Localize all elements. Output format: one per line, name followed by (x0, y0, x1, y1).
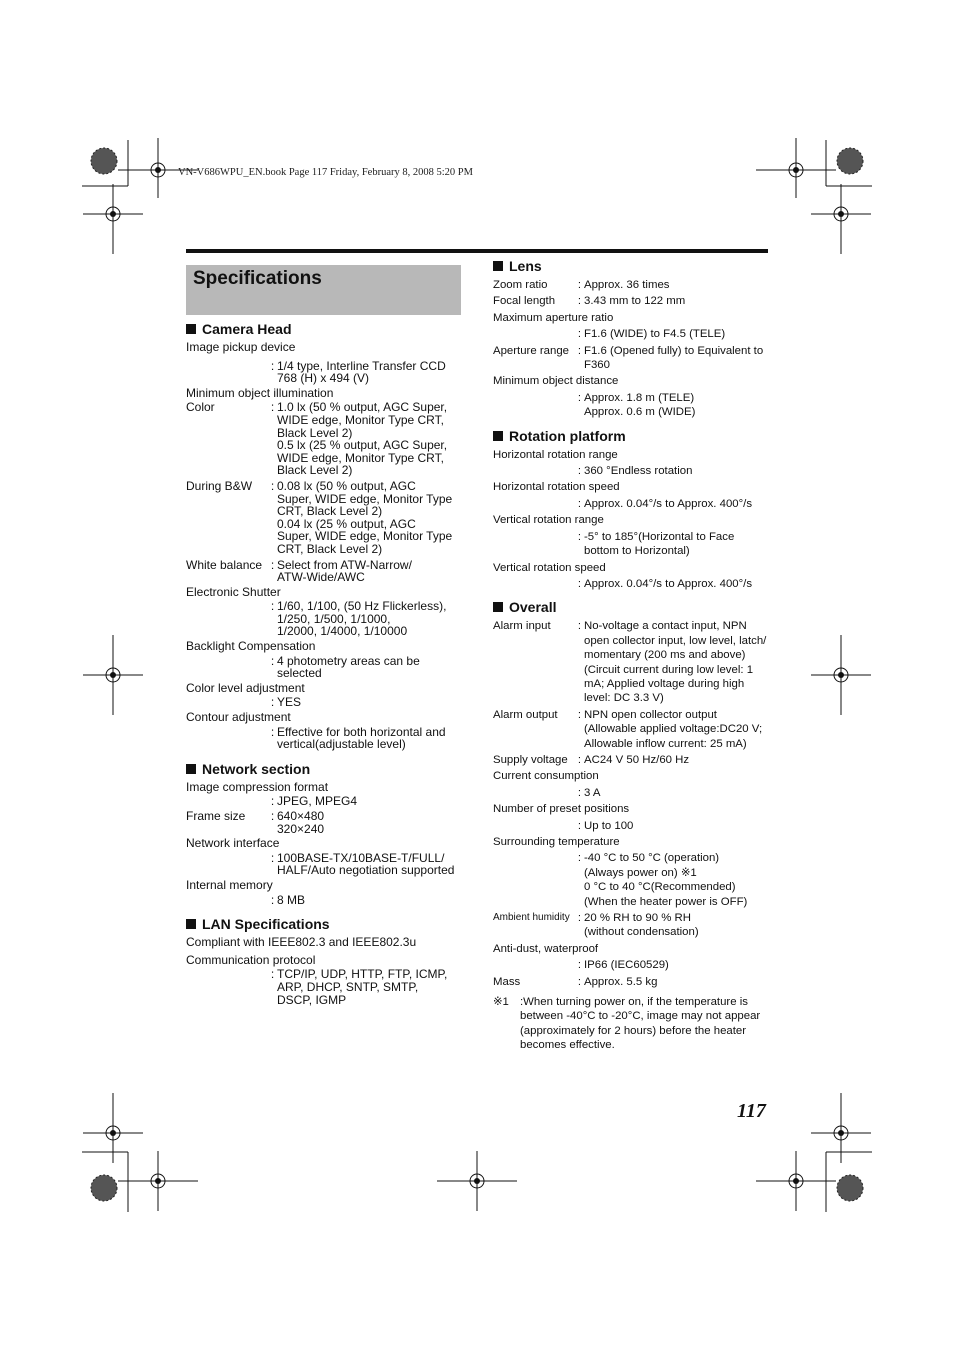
spec-label: Surrounding temperature (493, 836, 620, 848)
spec-row: Ambient humidity : 20 % RH to 90 % RH (without condensation) (493, 912, 699, 939)
spec-row: : Up to 100 (577, 819, 634, 832)
section-lan: LAN Specifications (186, 916, 464, 932)
spec-row: : Effective for both horizontal and vertical(adjustable level) (270, 724, 446, 752)
page-title: Specifications (193, 268, 322, 289)
spec-row: : IP66 (IEC60529) (577, 959, 669, 972)
spec-row: Aperture range : F1.6 (Opened fully) to Equivalent to F360 (493, 344, 764, 372)
spec-row: Focal length : 3.43 mm to 122 mm (493, 295, 686, 308)
section-rotation: Rotation platform (493, 428, 773, 444)
section-network: Network section (186, 761, 464, 777)
spec-label: Minimum object distance (493, 375, 619, 388)
spec-row: Alarm output : NPN open collector output (Allowable applied voltage:DC20 V; Allowable inflow current: 25 mA) (493, 708, 763, 750)
spec-row: Zoom ratio : Approx. 36 times (493, 279, 670, 291)
spec-row: : JPEG, MPEG4 (270, 794, 358, 809)
title-banner (186, 265, 461, 315)
spec-label: Network interface (186, 836, 280, 851)
spec-label: Number of preset positions (493, 803, 630, 816)
spec-label: Compliant with IEEE802.3 and IEEE802.3u (186, 935, 417, 950)
spec-label: Minimum object illumination (186, 385, 334, 400)
section-overall: Overall (493, 599, 773, 615)
spec-row: Alarm input : No-voltage a contact input, NPN open collector input, low level, latch/ momentary (200 ms and above) (Circuit current during low level: 1 mA; Applied voltage during high level: DC 3.3 V) (493, 620, 767, 705)
spec-row: : 3 A (577, 786, 601, 799)
spec-row: : 8 MB (270, 892, 306, 907)
spec-row: : Approx. 1.8 m (TELE) Approx. 0.6 m (WIDE) (577, 391, 696, 419)
spec-label: Anti-dust, waterproof (493, 942, 599, 955)
spec-label: Horizontal rotation range (493, 448, 618, 461)
spec-label: Image compression format (186, 779, 329, 794)
spec-label: Current consumption (493, 770, 599, 783)
spec-label: Horizontal rotation speed (493, 481, 620, 494)
spec-row: : TCP/IP, UDP, HTTP, FTP, ICMP, ARP, DHCP, SNTP, SMTP, DSCP, IGMP (270, 967, 448, 1007)
spec-label: Communication protocol (186, 952, 316, 967)
spec-row: : F1.6 (WIDE) to F4.5 (TELE) (577, 328, 726, 341)
spec-row: : 1/4 type, Interline Transfer CCD 768 (H) x 494 (V) (270, 358, 446, 386)
spec-row: Color : 1.0 lx (50 % output, AGC Super, WIDE edge, Monitor Type CRT, Black Level 2) 0.5 lx (25 % output, AGC Super, WIDE edge, Monitor Type CRT, Black Level 2) (186, 400, 448, 478)
spec-row: Frame size : 640×480 320×240 (186, 809, 325, 836)
spec-label: Vertical rotation speed (493, 561, 606, 574)
spec-row: : 100BASE-TX/10BASE-T/FULL/ HALF/Auto negotiation supported (270, 850, 455, 878)
spec-row: Mass : Approx. 5.5 kg (493, 975, 658, 988)
spec-row: : Approx. 0.04°/s to Approx. 400°/s (577, 497, 753, 510)
spec-row: : -5° to 185°(Horizontal to Face bottom to Horizontal) (577, 530, 735, 558)
spec-row: During B&W : 0.08 lx (50 % output, AGC Super, WIDE edge, Monitor Type CRT, Black Level 2) 0.04 lx (25 % output, AGC Super, WIDE edge, Monitor Type CRT, Black Level 2) (186, 478, 453, 556)
spec-label: Color level adjustment (186, 680, 305, 695)
section-lens: Lens (493, 258, 773, 274)
spec-row: : Approx. 0.04°/s to Approx. 400°/s (577, 577, 753, 590)
spec-label: Internal memory (186, 877, 273, 892)
spec-row: : 360 °Endless rotation (577, 465, 693, 478)
spec-row: White balance : Select from ATW-Narrow/ ATW-Wide/AWC (186, 557, 412, 585)
page-number: 117 (737, 1100, 766, 1122)
spec-row: : 4 photometry areas can be selected (270, 653, 420, 681)
section-camera-head: Camera Head (186, 321, 464, 337)
spec-label: Electronic Shutter (186, 584, 281, 599)
spec-label: Vertical rotation range (493, 514, 604, 527)
top-rule (186, 249, 768, 253)
left-column (186, 321, 464, 1008)
spec-row: Supply voltage : AC24 V 50 Hz/60 Hz (493, 753, 690, 766)
spec-row: : 1/60, 1/100, (50 Hz Flickerless), 1/250, 1/500, 1/1000, 1/2000, 1/4000, 1/10000 (270, 599, 447, 639)
spec-label: Image pickup device (186, 340, 296, 354)
book-header-line: VN-V686WPU_EN.book Page 117 Friday, February 8, 2008 5:20 PM (178, 167, 473, 178)
spec-label: Contour adjustment (186, 710, 291, 725)
right-column (493, 258, 773, 1053)
spec-row: : -40 °C to 50 °C (operation) (Always power on) ※1 0 °C to 40 °C(Recommended) (When the heater power is OFF) (577, 852, 748, 908)
spec-label: Maximum aperture ratio (493, 311, 614, 324)
spec-label: Backlight Compensation (186, 639, 316, 654)
spec-row: : YES (270, 695, 302, 710)
footnote: ※1 :When turning power on, if the temperature is between -40°C to -20°C, image may not appear (approximately for 2 hours) before the heater becomes effective. (493, 996, 761, 1052)
